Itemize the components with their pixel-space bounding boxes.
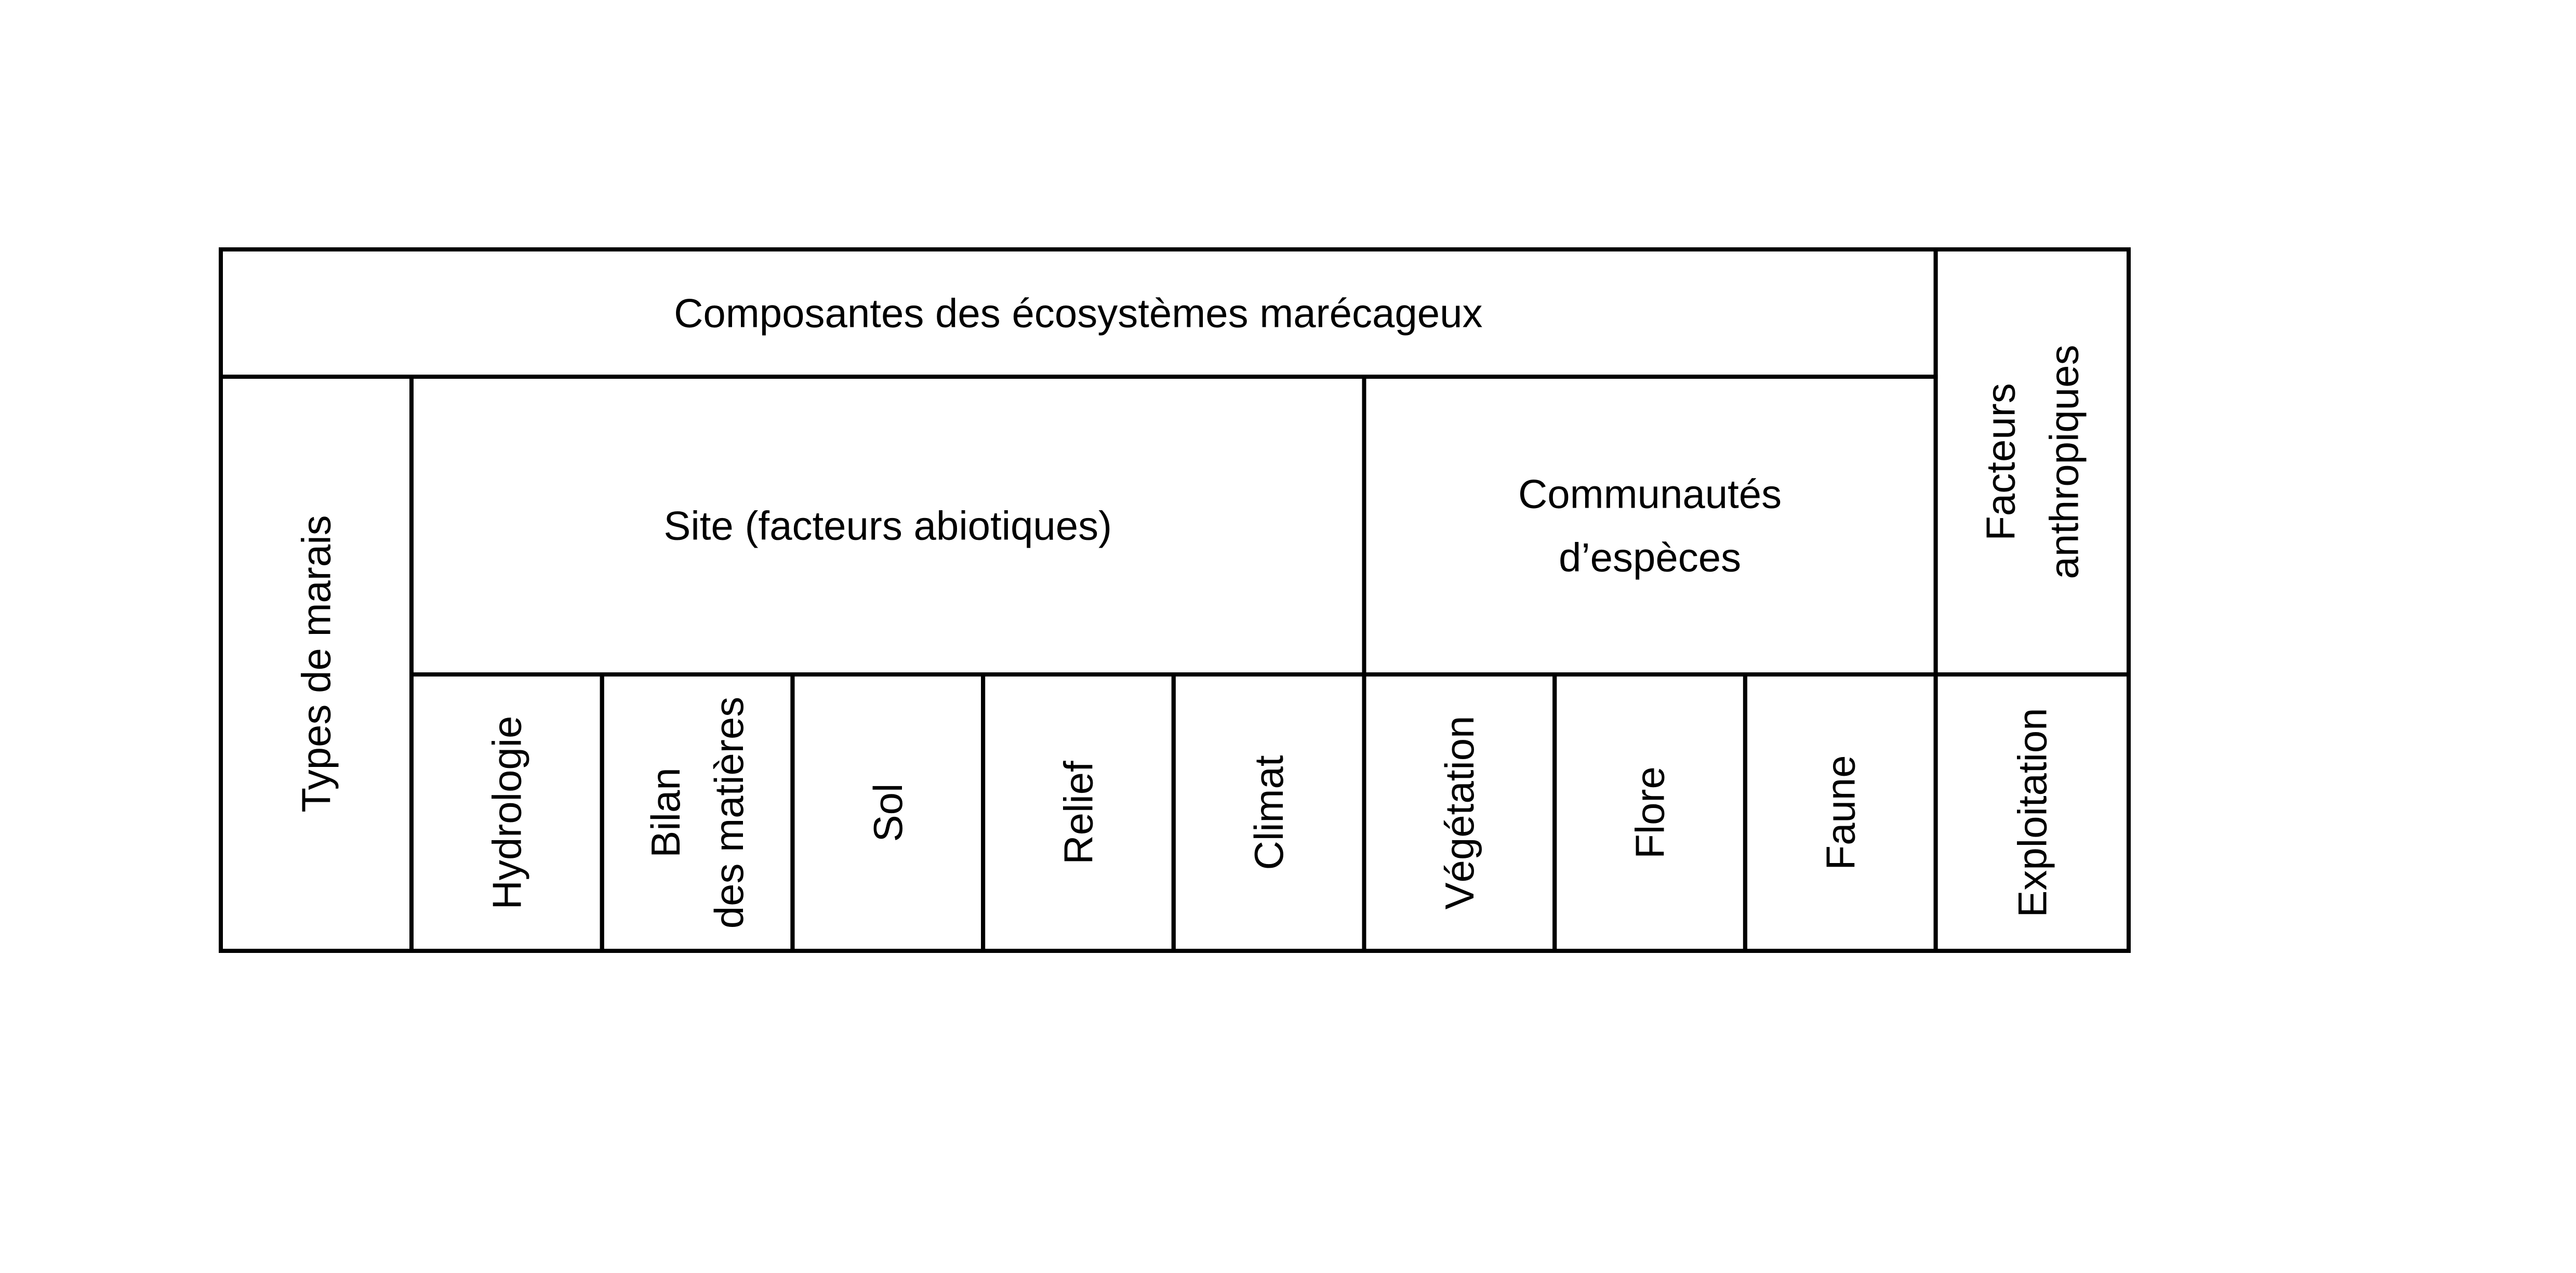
site-header: Site (facteurs abiotiques) bbox=[663, 502, 1112, 549]
subcolumn-hydrologie: Hydrologie bbox=[484, 715, 530, 910]
subcolumn-bilan-des-mati-res: Bilan des matières bbox=[643, 696, 752, 929]
subcolumn-cell-bilan-des-mati-res bbox=[602, 674, 793, 951]
subcolumn-faune: Faune bbox=[1817, 755, 1864, 870]
subcolumn-climat: Climat bbox=[1246, 755, 1292, 870]
subcolumn-exploitation: Exploitation bbox=[2009, 708, 2055, 918]
subcolumn-flore: Flore bbox=[1627, 766, 1673, 859]
subcolumn-v-g-tation: Végétation bbox=[1436, 715, 1482, 910]
row-header-marsh-types: Types de marais bbox=[293, 515, 339, 813]
communities-header: Communautés d’espèces bbox=[1518, 471, 1782, 580]
communities-header-cell bbox=[1364, 377, 1936, 674]
human-factors-header-cell bbox=[1936, 249, 2129, 674]
table-title: Composantes des écosystèmes marécageux bbox=[674, 290, 1483, 336]
subcolumn-relief: Relief bbox=[1055, 761, 1101, 865]
human-factors-header: Facteurs anthropiques bbox=[1977, 344, 2087, 579]
subcolumn-sol: Sol bbox=[865, 783, 911, 842]
